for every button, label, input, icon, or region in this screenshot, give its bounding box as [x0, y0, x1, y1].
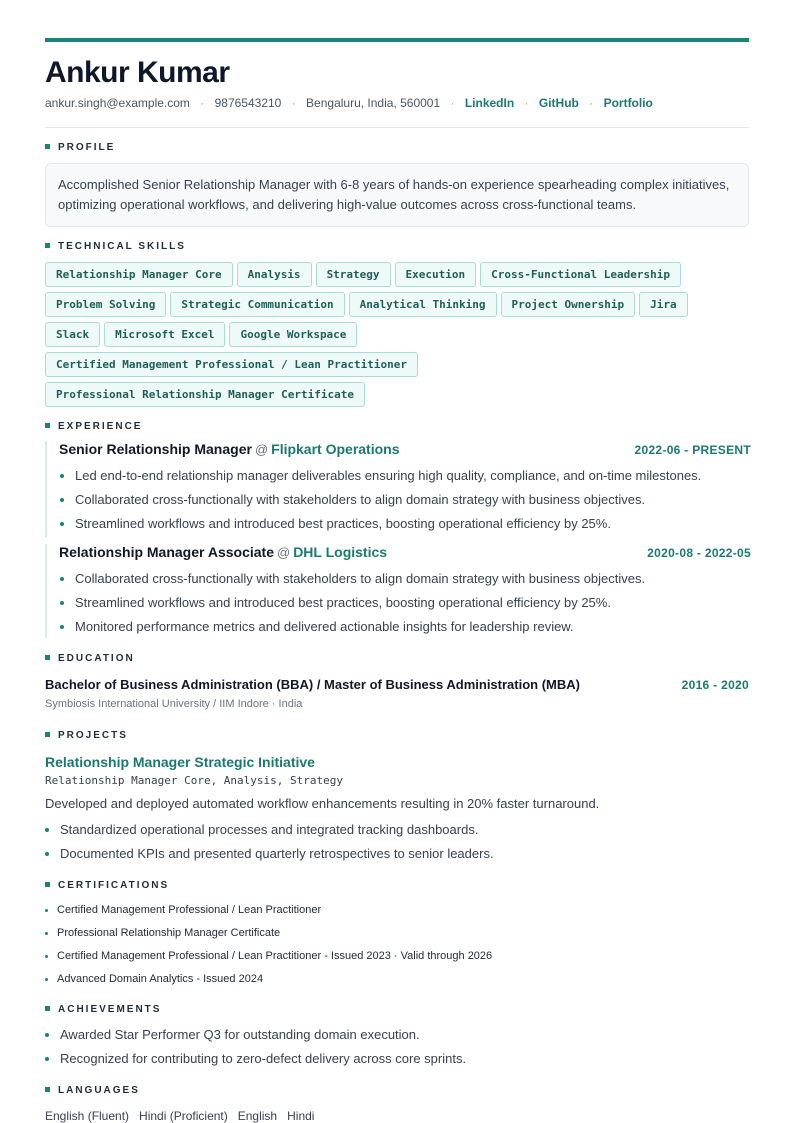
job-dates: 2022-06 - PRESENT: [634, 443, 751, 457]
contact-line: [45, 96, 653, 110]
list-item: Monitored performance metrics and delivered actionable insights for leadership review.: [75, 615, 751, 639]
separator: ·: [524, 96, 529, 110]
certifications-heading: CERTIFICATIONS: [45, 880, 169, 891]
skills-heading: TECHNICAL SKILLS: [45, 241, 186, 252]
skill-chip: Project Ownership: [501, 292, 636, 317]
list-item: Professional Relationship Manager Certificate: [57, 922, 492, 945]
job-header: [47, 441, 751, 461]
skill-chip: Execution: [395, 262, 477, 287]
list-item: Certified Management Professional / Lean Practitioner: [57, 899, 492, 922]
achievements-list: [45, 1023, 466, 1071]
section-marker-icon: [45, 655, 50, 660]
experience-heading: EXPERIENCE: [45, 421, 142, 432]
accent-bar: [45, 38, 749, 42]
phone[interactable]: 9876543210: [214, 96, 282, 110]
divider: [45, 127, 749, 128]
separator: ·: [589, 96, 594, 110]
list-item: Awarded Star Performer Q3 for outstanding domain execution.: [60, 1023, 466, 1047]
language-item: English: [237, 1109, 278, 1123]
list-item: Collaborated cross-functionally with stakeholders to align domain strategy with business objectives.: [75, 488, 751, 512]
list-item: Certified Management Professional / Lean Practitioner - Issued 2023 · Valid through 2026: [57, 945, 492, 968]
list-item: Streamlined workflows and introduced best practices, boosting operational efficiency by 25%.: [75, 512, 751, 536]
education-dates: 2016 - 2020: [681, 678, 749, 692]
skill-chip: Microsoft Excel: [104, 322, 225, 347]
languages-list: [45, 1109, 324, 1123]
project-description: Developed and deployed automated workflow enhancements resulting in 20% faster turnaround.: [45, 796, 600, 811]
candidate-name: Ankur Kumar: [45, 56, 230, 89]
language-item: English (Fluent): [45, 1109, 130, 1123]
linkedin-link[interactable]: LinkedIn: [464, 96, 515, 110]
job-header: [47, 544, 751, 564]
experience-item: [45, 441, 751, 537]
list-item: Advanced Domain Analytics - Issued 2024: [57, 968, 492, 991]
languages-heading: LANGUAGES: [45, 1085, 140, 1096]
skill-chip: Google Workspace: [229, 322, 357, 347]
list-item: Collaborated cross-functionally with stakeholders to align domain strategy with business objectives.: [75, 567, 751, 591]
skill-chip: Analysis: [237, 262, 312, 287]
list-item: Documented KPIs and presented quarterly retrospectives to senior leaders.: [60, 842, 494, 866]
separator: ·: [291, 96, 296, 110]
profile-heading: PROFILE: [45, 142, 115, 153]
skill-chip: Professional Relationship Manager Certificate: [45, 382, 365, 407]
profile-summary: Accomplished Senior Relationship Manager with 6-8 years of hands-on experience spearheading complex initiatives, optimizing operational workflows, and delivering high-value outcomes across cross-functional teams.: [45, 163, 749, 227]
achievements-heading: ACHIEVEMENTS: [45, 1004, 161, 1015]
school: Symbiosis International University / IIM Indore · India: [45, 698, 303, 710]
separator: ·: [450, 96, 455, 110]
projects-heading: PROJECTS: [45, 730, 128, 741]
skill-chip: Strategy: [316, 262, 391, 287]
job-bullets: [47, 464, 751, 536]
section-marker-icon: [45, 1087, 50, 1092]
skill-chip: Strategic Communication: [170, 292, 344, 317]
degree: Bachelor of Business Administration (BBA) / Master of Business Administration (MBA): [45, 677, 580, 692]
experience-item: [45, 544, 751, 638]
job-title: Senior Relationship Manager: [59, 441, 252, 457]
job-title: Relationship Manager Associate: [59, 544, 274, 560]
job-bullets: [47, 567, 751, 639]
list-item: Led end-to-end relationship manager deliverables ensuring high quality, compliance, and on-time milestones.: [75, 464, 751, 488]
list-item: Recognized for contributing to zero-defect delivery across core sprints.: [60, 1047, 466, 1071]
skill-chip: Analytical Thinking: [349, 292, 497, 317]
at-symbol: @: [276, 545, 291, 560]
email[interactable]: ankur.singh@example.com: [45, 96, 190, 110]
skills-list: [45, 262, 749, 412]
section-marker-icon: [45, 243, 50, 248]
section-marker-icon: [45, 882, 50, 887]
project-bullets: [45, 818, 494, 866]
portfolio-link[interactable]: Portfolio: [603, 96, 653, 110]
project-title: Relationship Manager Strategic Initiative: [45, 754, 315, 770]
section-marker-icon: [45, 423, 50, 428]
company-name: DHL Logistics: [293, 544, 388, 560]
separator: ·: [200, 96, 205, 110]
section-marker-icon: [45, 732, 50, 737]
list-item: Standardized operational processes and integrated tracking dashboards.: [60, 818, 494, 842]
language-item: Hindi: [287, 1109, 315, 1123]
skill-chip: Certified Management Professional / Lean Practitioner: [45, 352, 418, 377]
skill-chip: Cross-Functional Leadership: [480, 262, 681, 287]
section-marker-icon: [45, 1006, 50, 1011]
skill-chip: Relationship Manager Core: [45, 262, 233, 287]
github-link[interactable]: GitHub: [538, 96, 579, 110]
at-symbol: @: [254, 442, 269, 457]
education-heading: EDUCATION: [45, 653, 135, 664]
location: Bengaluru, India, 560001: [306, 96, 441, 110]
project-tech: Relationship Manager Core, Analysis, Strategy: [45, 774, 344, 787]
language-item: Hindi (Proficient): [139, 1109, 228, 1123]
list-item: Streamlined workflows and introduced best practices, boosting operational efficiency by 25%.: [75, 591, 751, 615]
skill-chip: Slack: [45, 322, 100, 347]
certifications-list: [45, 899, 492, 991]
skill-chip: Problem Solving: [45, 292, 166, 317]
job-dates: 2020-08 - 2022-05: [647, 546, 751, 560]
skill-chip: Jira: [639, 292, 688, 317]
section-marker-icon: [45, 144, 50, 149]
company-name: Flipkart Operations: [271, 441, 400, 457]
